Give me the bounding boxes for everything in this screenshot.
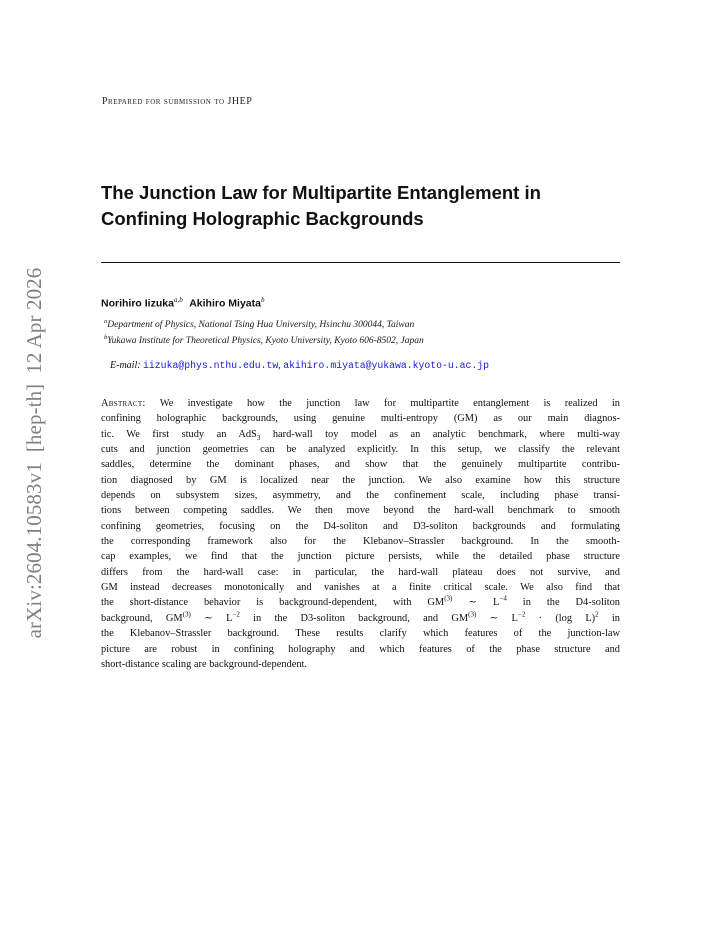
author-list [101,296,265,310]
affiliation-text: Department of Physics, National Tsing Hua University, Hsinchu 300044, Taiwan [107,320,415,331]
abstract-line: cap examples, we find that the junction picture persists, while the detailed phase structure [101,551,620,563]
arxiv-id[interactable]: arXiv:2604.10583v1 [22,462,46,639]
abstract-line: confining geometries, focusing on the D4-soliton and D3-soliton backgrounds and formulating [101,520,620,532]
abstract-line: GM instead decreases monotonically and vanishes at a finite critical scale. We also find that [101,582,620,594]
abstract-line: tions between competing saddles. We then move beyond the hard-wall benchmark to smooth [101,505,620,517]
abstract-line: tion diagnosed by GM is localized near the junction. We also examine how this structure [101,474,620,486]
abstract-line: saddles, determine the dominant phases, and show that the genuinely multipartite contribu- [101,459,620,471]
affiliation-text: Yukawa Institute for Theoretical Physics, Kyoto University, Kyoto 606-8502, Japan [107,336,424,347]
abstract-line: confining holographic backgrounds, using genuine multi-entropy (GM) as our main diagnos- [101,413,620,425]
abstract-line: picture are robust in confining holography and which features of the phase structure and [101,643,620,655]
email-link-iizuka[interactable]: iizuka@phys.nthu.edu.tw [143,360,279,371]
abstract-line: the corresponding framework also for the Klebanov–Strassler background. In the smooth- [101,536,620,548]
paper-title [101,180,621,232]
author-name: Norihiro Iizuka [101,297,174,310]
abstract [101,396,620,672]
author-affil-mark: b [261,296,265,304]
title-line-2: Confining Holographic Backgrounds [101,208,424,229]
affiliation-mark: a [104,318,108,325]
abstract-line: depends on subsystem sizes, asymmetry, and the confinement scale, including phase transi- [101,490,620,502]
abstract-line: tic. We first study an AdS$_3$ hard-wall toy model as an analytic benchmark, where multi-way [101,428,620,442]
abstract-heading: Abstract: [101,398,146,409]
email-label: E-mail: [110,360,141,371]
abstract-line: differs from the hard-wall case: in particular, the hard-wall plateau does not survive, and [101,566,620,578]
abstract-line: short-distance scaling are background-dependent. [101,658,308,670]
arxiv-date: 12 Apr 2026 [22,267,46,374]
title-line-1: The Junction Law for Multipartite Entanglement in [101,182,541,203]
journal-note: Prepared for submission to JHEP [102,96,253,107]
email-link-miyata[interactable]: akihiro.miyata@yukawa.kyoto-u.ac.jp [283,360,490,371]
email-line [110,360,489,371]
title-rule [101,262,620,263]
abstract-line: the short-distance behavior is background-dependent, with GM$^{(3)}$ ∼ $L^{-4}$ in the D4-soliton [101,595,620,609]
affiliation-mark: b [104,334,108,341]
abstract-line: Abstract: We investigate how the junction law for multipartite entanglement is realized in [101,398,620,409]
affiliation [104,318,414,330]
author-affil-mark: a,b [173,296,183,304]
abstract-line: background, GM$^{(3)}$ ∼ $L^{-2}$ in the D3-soliton background, and GM$^{(3)}$ ∼ $L^{-2} \cdot (\log$ L)$^2$ in [101,610,620,624]
arxiv-stamp [20,258,48,648]
abstract-line: the Klebanov–Strassler background. These results clarify which features of the junction-law [101,628,620,640]
email-separator: , [278,360,281,371]
author-name: Akihiro Miyata [189,297,261,310]
affiliation [104,334,424,346]
arxiv-category: [hep-th] [22,383,46,453]
abstract-line: cuts and junction geometries can be analyzed explicitly. In this setup, we classify the relevant [101,444,620,456]
